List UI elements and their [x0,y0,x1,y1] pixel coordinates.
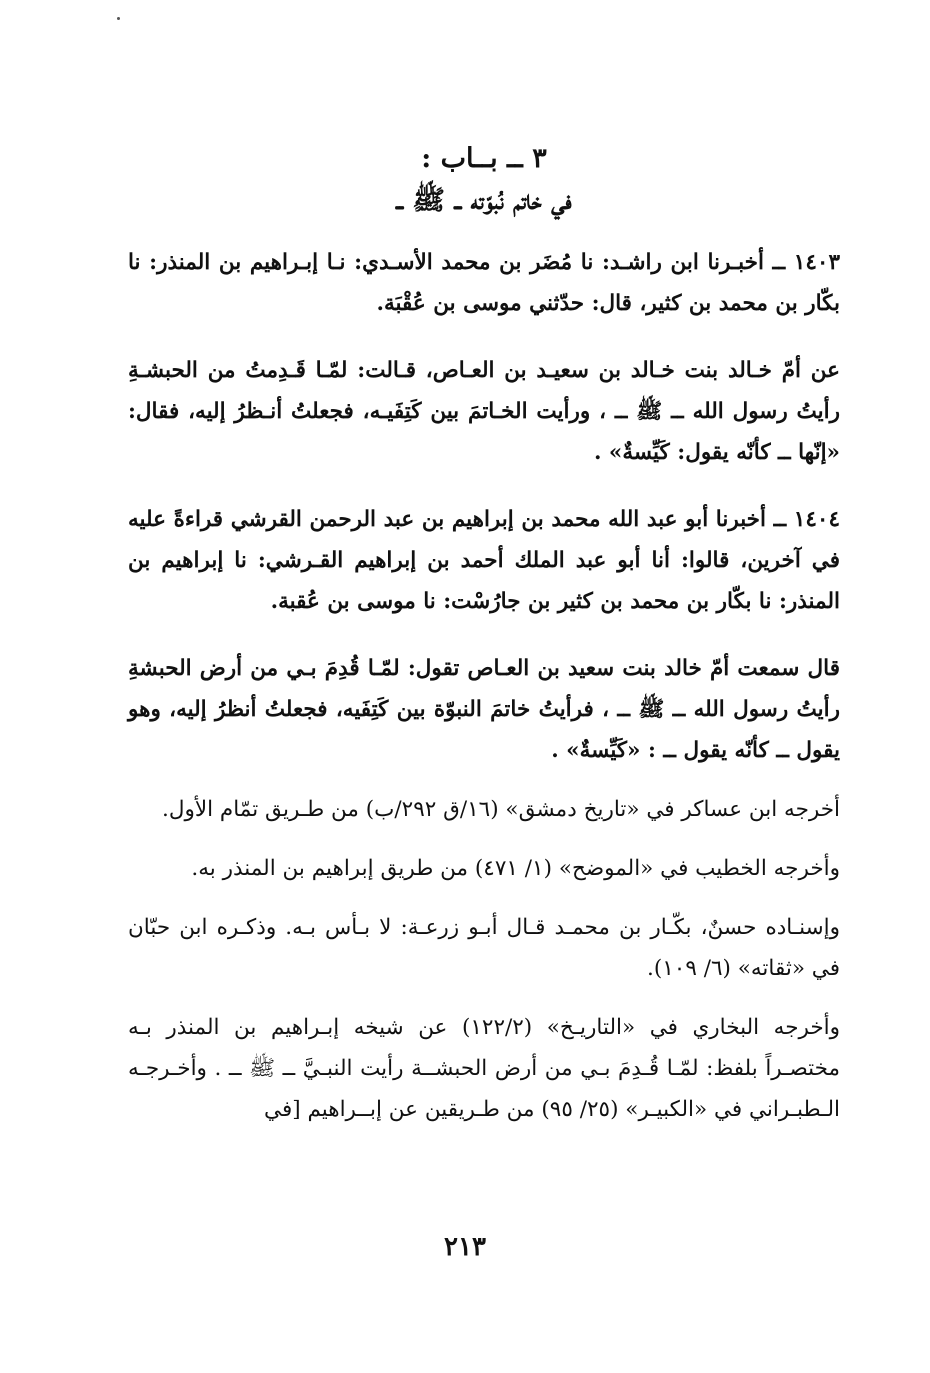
hadith-1404-matn: قال سمعت أمّ خالد بنت سعيد بن العـاص تقول: لمّـا قُدِمَ بـي من أرض الحبشةِ رأيتُ رسول الله ــ ﷺ ــ ، فرأيتُ خاتمَ النبوّة بين كَتِفَيه، فجعلتُ أنظرُ إليه، وهو يقول ــ كأنّه يقول ــ : «كَيِّسةٌ» . [128,656,840,763]
hadith-1403-matn: عن أمّ خـالد بنت خـالد بن سعيـد بن العـاص، قـالت: لمّـا قَـدِمتُ من الحبشـةِ رأيتُ رسول الله ــ ﷺ ــ ، ورأيت الخـاتمَ بين كَتِفَيـه، فجعلتُ أنـظرُ إليه، فقال: «إنّها ــ كأنّه يقول: كَيِّسةٌ» . [128,358,840,465]
hadith-1404 [128,499,840,771]
commentary [128,789,840,1130]
chapter-title: في خاتم نُبوّته ــ ﷺ ــ [396,185,572,216]
page-number: ٢١٣ [444,1232,486,1262]
hadith-1403 [128,242,840,473]
hadith-1403-isnad: ١٤٠٣ ــ أخبـرنا ابن راشـد: نا مُضَر بن محمد الأسـدي: نـا إبـراهيم بن المنذر: نا بكّار بن محمد بن كثير، قال: حدّثني موسى بن عُقْبَة. [128,250,840,316]
hadith-1404-isnad: ١٤٠٤ ــ أخبرنا أبو عبد الله محمد بن إبراهيم بن عبد الرحمن القرشي قراءةً عليه في آخرين، قالوا: أنا أبو عبد الملك أحمد بن إبراهيم القـرشي: نا إبراهيم بن المنذر: نا بكّار بن محمد بن كثير بن جارُسْت: نا موسى بن عُقبة. [128,507,840,614]
commentary-paragraph: وأخرجه البخاري في «التاريـخ» (١٢٢/٢) عن شيخه إبـراهيم بن المنذر بـه مختصـراً بلفظ: لمّـا قُـدِمَ بـي من أرض الحبشــة رأيت النبـيَّ ــ ﷺ ــ . وأخـرجـه الـطبـراني في «الكبيـر» (٢٥/ ٩٥) من طـريقين عن إبــراهيم [في [128,1015,840,1122]
commentary-paragraph: وأخرجه الخطيب في «الموضح» (١/ ٤٧١) من طريق إبراهيم بن المنذر به. [191,856,840,881]
chapter-number: ٣ ــ بــاب : [421,143,547,174]
corner-dot [117,17,120,20]
commentary-paragraph: أخرجه ابن عساكر في «تاريخ دمشق» (١٦/ق ٢٩٢/ب) من طـريق تمّام الأول. [162,797,840,822]
commentary-paragraph: وإسنـاده حسنٌ، بكّـار بن محمـد قـال أبـو زرعـة: لا بـأس بـه. وذكـره ابن حبّان في «ثقاته» (٦/ ١٠٩). [128,915,840,981]
page-body [128,130,840,1130]
